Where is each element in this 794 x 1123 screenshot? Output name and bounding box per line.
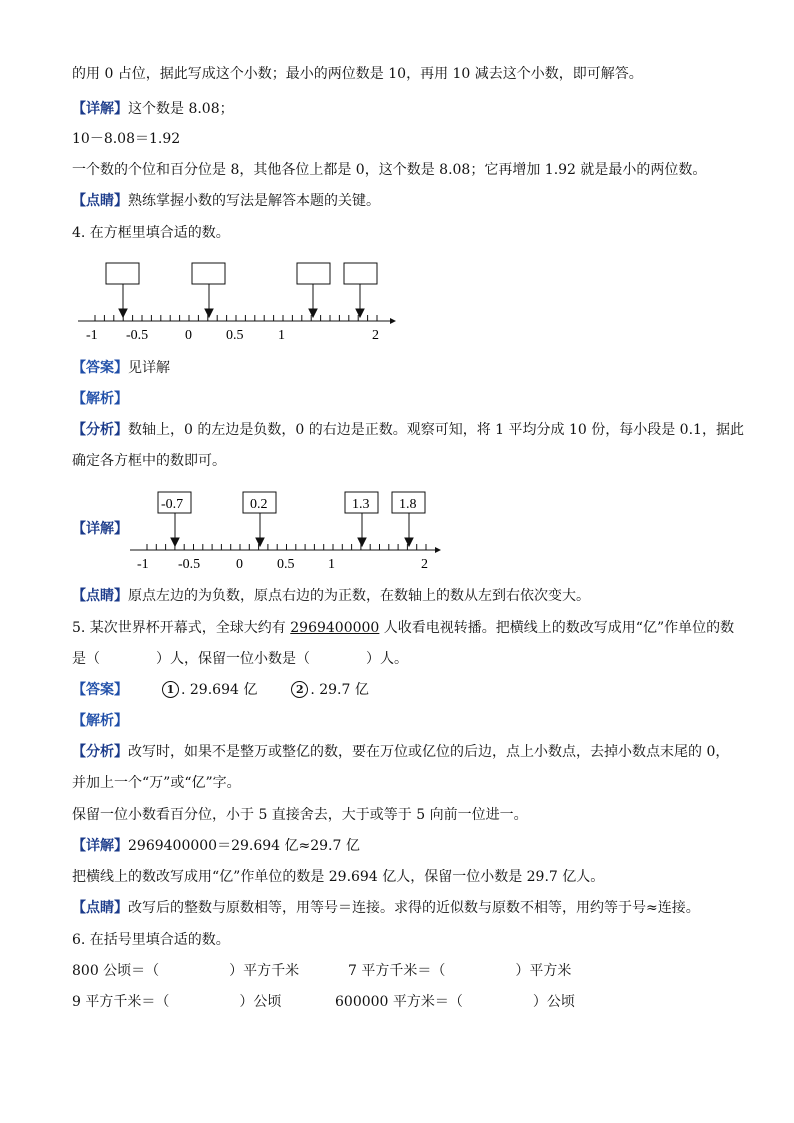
point-text: 改写后的整数与原数相等，用等号＝连接。求得的近似数与原数不相等，用约等于号≈连接。	[128, 900, 700, 916]
answer-tag: 【答案】	[72, 682, 128, 698]
q5-title-post: 人收看电视转播。把横线上的数改写成用“亿”作单位的数	[379, 620, 735, 636]
circled-number-2: 2	[291, 681, 308, 698]
tick-label: -0.5	[126, 328, 149, 343]
point-line	[72, 191, 380, 211]
circled-number-1: 1	[162, 681, 179, 698]
fenxi-line-2: 并加上一个“万”或“亿”字。	[72, 775, 241, 791]
answer-box-4	[344, 263, 377, 284]
tick-label: 0	[185, 328, 192, 343]
text-line: 的用 0 占位，据此写成这个小数；最小的两位数是 10，再用 10 减去这个小数，即可解答。	[72, 66, 643, 82]
point-text: 原点左边的为负数，原点右边的为正数，在数轴上的数从左到右依次变大。	[128, 588, 590, 604]
tick-label: -1	[86, 328, 98, 343]
analysis-tag: 【解析】	[72, 713, 128, 729]
fenxi-line-2: 确定各方框中的数即可。	[72, 453, 226, 469]
q6-title: 6. 在括号里填合适的数。	[72, 932, 230, 948]
point-text: 熟练掌握小数的写法是解答本题的关键。	[128, 193, 380, 209]
box-value: 1.3	[352, 497, 370, 512]
analysis-tag: 【解析】	[72, 391, 128, 407]
q6-item-c: 9 平方千米＝（ ）公顷	[72, 994, 282, 1010]
q5-title	[72, 618, 734, 638]
tick-label: 1	[328, 557, 335, 572]
point-line	[72, 898, 700, 918]
detail-line	[72, 99, 234, 119]
fenxi-line	[72, 742, 729, 762]
calc-line: 10－8.08＝1.92	[72, 131, 181, 147]
answer-2: . 29.7 亿	[310, 682, 369, 698]
fenxi-text: 改写时，如果不是整万或整亿的数，要在万位或亿位的后边，点上小数点，去掉小数点末尾的 0，	[128, 744, 730, 760]
fenxi-tag: 【分析】	[72, 744, 128, 760]
q6-item-b: 7 平方千米＝（ ）平方米	[348, 963, 572, 979]
tick-label: 2	[421, 557, 428, 572]
q4-number-line-question	[70, 255, 410, 345]
analysis-line	[72, 711, 128, 731]
point-tag: 【点睛】	[72, 900, 128, 916]
q6-item-d: 600000 平方米＝（ ）公顷	[335, 994, 575, 1010]
answer-line	[72, 680, 369, 700]
fenxi-text: 数轴上，0 的左边是负数，0 的右边是正数。观察可知，将 1 平均分成 10 份，每小段是 0.1，据此	[128, 422, 744, 438]
tick-label: -0.5	[178, 557, 201, 572]
answer-box-3	[297, 263, 330, 284]
analysis-line	[72, 389, 128, 409]
q5-title-pre: 5. 某次世界杯开幕式，全球大约有	[72, 620, 291, 636]
detail-line	[72, 519, 128, 539]
box-value: 0.2	[250, 497, 268, 512]
point-line	[72, 586, 590, 606]
detail-tag: 【详解】	[72, 838, 128, 854]
fenxi-line	[72, 420, 744, 440]
tick-label: 2	[372, 328, 379, 343]
answer-1: . 29.694 亿	[181, 682, 258, 698]
detail-line	[72, 836, 360, 856]
q4-number-line-answer	[125, 487, 455, 577]
q4-title: 4. 在方框里填合适的数。	[72, 225, 230, 241]
q6-item-a: 800 公顷＝（ ）平方千米	[72, 963, 300, 979]
tick-label: 1	[278, 328, 285, 343]
detail-tag: 【详解】	[72, 101, 128, 117]
detail-line-2: 把横线上的数改写成用“亿”作单位的数是 29.694 亿人，保留一位小数是 29.7 亿人。	[72, 869, 605, 885]
tick-label: -1	[137, 557, 149, 572]
tick-label: 0.5	[226, 328, 244, 343]
q5-underlined-number: 2969400000	[290, 620, 380, 636]
explain-line: 一个数的个位和百分位是 8，其他各位上都是 0，这个数是 8.08；它再增加 1.92 就是最小的两位数。	[72, 162, 707, 178]
answer-box-1	[106, 263, 139, 284]
box-value: 1.8	[399, 497, 417, 512]
tick-label: 0.5	[277, 557, 295, 572]
answer-box-2	[192, 263, 225, 284]
detail-text: 这个数是 8.08；	[128, 101, 234, 117]
q5-title-line-2: 是（ ）人，保留一位小数是（ ）人。	[72, 651, 408, 667]
answer-text: 见详解	[128, 360, 170, 376]
box-value: -0.7	[161, 497, 184, 512]
answer-tag: 【答案】	[72, 360, 128, 376]
detail-text: 2969400000＝29.694 亿≈29.7 亿	[128, 838, 360, 854]
point-tag: 【点睛】	[72, 193, 128, 209]
detail-tag: 【详解】	[72, 521, 128, 537]
answer-line	[72, 358, 170, 378]
rule-line: 保留一位小数看百分位，小于 5 直接舍去，大于或等于 5 向前一位进一。	[72, 807, 528, 823]
fenxi-tag: 【分析】	[72, 422, 128, 438]
tick-label: 0	[236, 557, 243, 572]
point-tag: 【点睛】	[72, 588, 128, 604]
